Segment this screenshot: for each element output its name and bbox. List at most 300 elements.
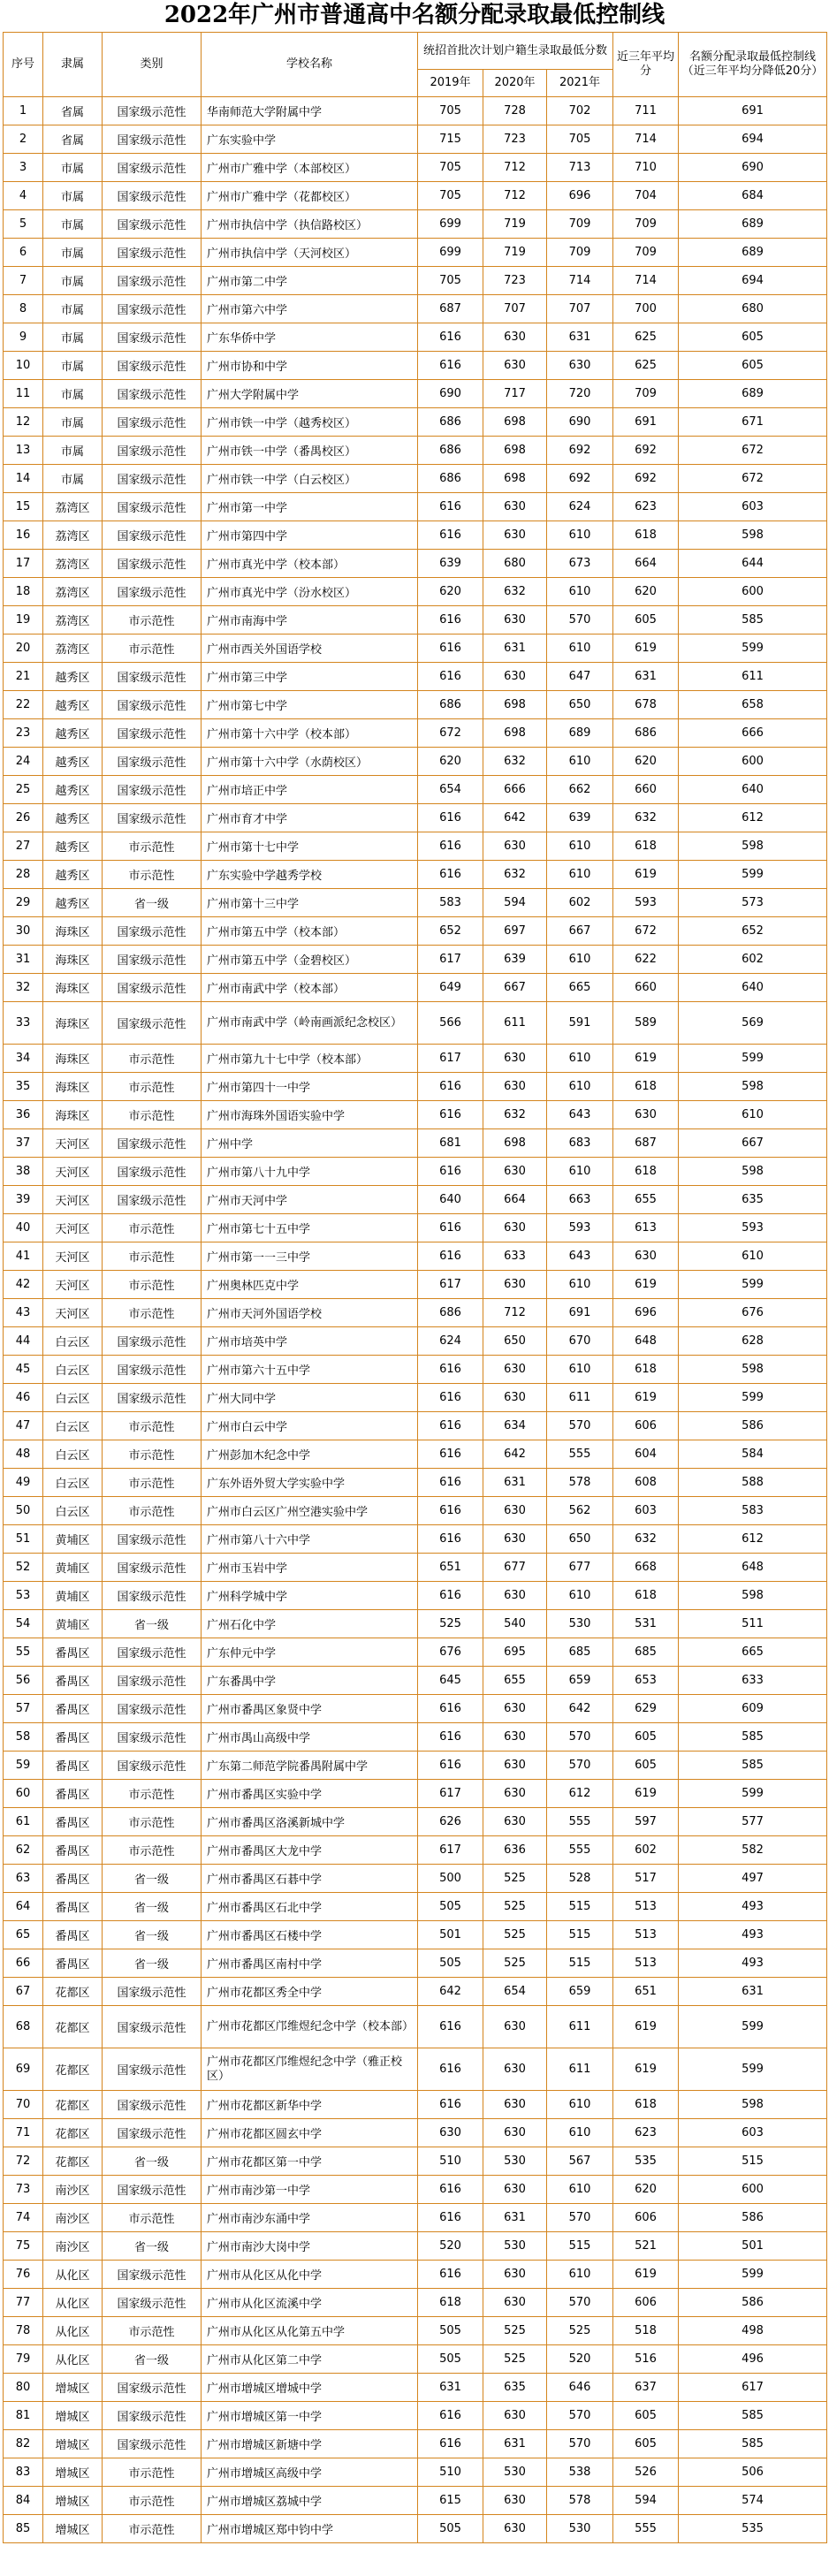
row-average: 714 [613,125,679,154]
table-row [4,2487,827,2515]
row-category: 国家级示范性 [103,408,202,437]
row-2021: 667 [547,917,613,946]
row-2021: 705 [547,125,613,154]
row-2021: 630 [547,352,613,380]
row-category: 国家级示范性 [103,691,202,719]
row-control-line: 598 [679,521,827,550]
row-2021: 610 [547,521,613,550]
row-category: 国家级示范性 [103,1695,202,1723]
row-seq: 75 [4,2232,43,2261]
row-control-line: 585 [679,606,827,635]
row-category: 市示范性 [103,1299,202,1327]
row-affiliation: 增城区 [43,2458,103,2487]
row-average: 618 [613,832,679,861]
row-control-line: 585 [679,1752,827,1780]
row-2020: 695 [483,1638,547,1667]
row-affiliation: 番禺区 [43,1752,103,1780]
row-2019: 616 [418,2430,483,2458]
row-school: 广州奥林匹克中学 [202,1271,418,1299]
row-control-line: 689 [679,239,827,267]
row-average: 613 [613,1214,679,1242]
table-row [4,437,827,465]
row-2019: 686 [418,691,483,719]
row-average: 691 [613,408,679,437]
row-average: 625 [613,352,679,380]
row-category: 国家级示范性 [103,2048,202,2091]
row-category: 市示范性 [103,1497,202,1525]
row-school: 广州市增城区增城中学 [202,2374,418,2402]
row-average: 513 [613,1893,679,1921]
row-2020: 630 [483,521,547,550]
row-2020: 525 [483,2345,547,2374]
row-average: 619 [613,2261,679,2289]
row-average: 710 [613,154,679,182]
row-seq: 66 [4,1949,43,1978]
row-control-line: 600 [679,578,827,606]
row-2021: 610 [547,1356,613,1384]
row-school: 广州市从化区从化中学 [202,2261,418,2289]
row-school: 广州市铁一中学（番禺校区） [202,437,418,465]
table-row [4,1525,827,1554]
row-affiliation: 增城区 [43,2430,103,2458]
row-seq: 45 [4,1356,43,1384]
row-seq: 16 [4,521,43,550]
table-row [4,1865,827,1893]
table-row [4,1129,827,1158]
row-2019: 505 [418,1893,483,1921]
row-average: 660 [613,776,679,804]
row-school: 广州市番禺区南村中学 [202,1949,418,1978]
row-affiliation: 越秀区 [43,748,103,776]
row-category: 国家级示范性 [103,719,202,748]
row-2019: 616 [418,804,483,832]
row-category: 国家级示范性 [103,239,202,267]
row-school: 广州市南武中学（岭南画派纪念校区） [202,1002,418,1045]
row-control-line: 684 [679,182,827,210]
row-2020: 630 [483,1582,547,1610]
row-average: 603 [613,1497,679,1525]
row-2020: 525 [483,1893,547,1921]
row-category: 国家级示范性 [103,493,202,521]
row-2021: 570 [547,2204,613,2232]
row-2020: 698 [483,1129,547,1158]
row-average: 632 [613,1525,679,1554]
row-average: 620 [613,748,679,776]
row-affiliation: 市属 [43,182,103,210]
header-row [4,33,827,70]
row-school: 广州市南沙第一中学 [202,2176,418,2204]
row-school: 广州市天河外国语学校 [202,1299,418,1327]
row-seq: 18 [4,578,43,606]
row-seq: 40 [4,1214,43,1242]
row-2021: 643 [547,1101,613,1129]
row-seq: 21 [4,663,43,691]
row-2020: 636 [483,1836,547,1865]
row-2020: 630 [483,606,547,635]
row-seq: 2 [4,125,43,154]
table-row [4,917,827,946]
table-row [4,408,827,437]
row-school: 广东番禺中学 [202,1667,418,1695]
row-seq: 32 [4,974,43,1002]
row-seq: 44 [4,1327,43,1356]
row-2019: 617 [418,1836,483,1865]
row-seq: 80 [4,2374,43,2402]
row-affiliation: 增城区 [43,2515,103,2543]
row-2019: 616 [418,1723,483,1752]
row-seq: 23 [4,719,43,748]
row-category: 国家级示范性 [103,2289,202,2317]
row-2019: 705 [418,97,483,125]
row-school: 广州市第八十六中学 [202,1525,418,1554]
row-seq: 34 [4,1045,43,1073]
table-row [4,1214,827,1242]
row-2019: 687 [418,295,483,323]
table-row [4,1242,827,1271]
table-row [4,550,827,578]
row-2019: 649 [418,974,483,1002]
row-2019: 616 [418,1469,483,1497]
row-average: 513 [613,1949,679,1978]
row-seq: 73 [4,2176,43,2204]
row-school: 广州市培英中学 [202,1327,418,1356]
table-row [4,691,827,719]
row-average: 619 [613,1271,679,1299]
row-average: 605 [613,2430,679,2458]
row-2021: 691 [547,1299,613,1327]
table-row [4,1836,827,1865]
row-category: 市示范性 [103,1808,202,1836]
row-school: 广州市第十六中学（校本部） [202,719,418,748]
row-affiliation: 荔湾区 [43,635,103,663]
row-2021: 673 [547,550,613,578]
row-2019: 510 [418,2458,483,2487]
row-2021: 555 [547,1440,613,1469]
row-2021: 650 [547,1525,613,1554]
row-2021: 611 [547,1384,613,1412]
row-affiliation: 黄埔区 [43,1525,103,1554]
row-category: 市示范性 [103,1073,202,1101]
row-affiliation: 番禺区 [43,1695,103,1723]
row-average: 620 [613,2176,679,2204]
row-affiliation: 白云区 [43,1412,103,1440]
row-2019: 676 [418,1638,483,1667]
row-average: 672 [613,917,679,946]
table-row [4,2515,827,2543]
row-category: 国家级示范性 [103,946,202,974]
row-affiliation: 海珠区 [43,1101,103,1129]
row-2021: 538 [547,2458,613,2487]
row-school: 广州市白云中学 [202,1412,418,1440]
row-control-line: 493 [679,1949,827,1978]
row-affiliation: 市属 [43,437,103,465]
row-seq: 65 [4,1921,43,1949]
row-category: 国家级示范性 [103,1554,202,1582]
row-2021: 689 [547,719,613,748]
row-school: 广州市增城区第一中学 [202,2402,418,2430]
row-2021: 631 [547,323,613,352]
row-average: 604 [613,1440,679,1469]
row-seq: 74 [4,2204,43,2232]
row-school: 广州科学城中学 [202,1582,418,1610]
row-2019: 617 [418,946,483,974]
row-2019: 652 [418,917,483,946]
table-row [4,182,827,210]
row-average: 709 [613,239,679,267]
row-2019: 630 [418,2119,483,2147]
row-school: 广州市花都区邝维煜纪念中学（校本部） [202,2006,418,2048]
row-2021: 659 [547,1978,613,2006]
row-seq: 52 [4,1554,43,1582]
row-control-line: 493 [679,1893,827,1921]
row-category: 国家级示范性 [103,182,202,210]
row-2020: 677 [483,1554,547,1582]
row-category: 市示范性 [103,1271,202,1299]
row-school: 广州市协和中学 [202,352,418,380]
row-category: 国家级示范性 [103,323,202,352]
row-average: 709 [613,210,679,239]
row-school: 广州市白云区广州空港实验中学 [202,1497,418,1525]
row-average: 630 [613,1101,679,1129]
row-school: 广州市番禺区实验中学 [202,1780,418,1808]
row-affiliation: 越秀区 [43,889,103,917]
row-average: 593 [613,889,679,917]
row-school: 广州市第六中学 [202,295,418,323]
row-2019: 616 [418,663,483,691]
row-seq: 78 [4,2317,43,2345]
row-control-line: 585 [679,2402,827,2430]
row-2019: 505 [418,2515,483,2543]
row-average: 606 [613,1412,679,1440]
row-seq: 3 [4,154,43,182]
row-2021: 692 [547,437,613,465]
row-control-line: 599 [679,1045,827,1073]
row-control-line: 672 [679,437,827,465]
row-average: 619 [613,1384,679,1412]
row-control-line: 690 [679,154,827,182]
row-2020: 630 [483,1808,547,1836]
row-seq: 69 [4,2048,43,2091]
row-2019: 617 [418,1780,483,1808]
row-average: 619 [613,635,679,663]
row-2020: 633 [483,1242,547,1271]
row-2020: 630 [483,2091,547,2119]
row-affiliation: 黄埔区 [43,1610,103,1638]
table-row [4,606,827,635]
row-2019: 616 [418,352,483,380]
row-control-line: 599 [679,1780,827,1808]
row-2021: 530 [547,2515,613,2543]
row-control-line: 496 [679,2345,827,2374]
row-affiliation: 荔湾区 [43,606,103,635]
table-row [4,380,827,408]
row-2020: 630 [483,2006,547,2048]
row-average: 589 [613,1002,679,1045]
header-category: 类别 [103,33,202,97]
row-2019: 616 [418,1158,483,1186]
row-seq: 29 [4,889,43,917]
row-school: 广州市南海中学 [202,606,418,635]
row-2020: 630 [483,2487,547,2515]
table-row [4,2458,827,2487]
row-2021: 530 [547,1610,613,1638]
row-2021: 610 [547,1158,613,1186]
row-control-line: 598 [679,2091,827,2119]
table-row [4,1638,827,1667]
table-row [4,1356,827,1384]
row-2021: 567 [547,2147,613,2176]
row-control-line: 593 [679,1214,827,1242]
row-2020: 719 [483,210,547,239]
row-school: 广州市广雅中学（花都校区） [202,182,418,210]
row-control-line: 667 [679,1129,827,1158]
row-2020: 632 [483,861,547,889]
row-2021: 643 [547,1242,613,1271]
row-affiliation: 从化区 [43,2317,103,2345]
row-2019: 705 [418,267,483,295]
row-seq: 54 [4,1610,43,1638]
row-category: 国家级示范性 [103,267,202,295]
row-school: 广州市花都区新华中学 [202,2091,418,2119]
row-control-line: 644 [679,550,827,578]
row-school: 广州市第十七中学 [202,832,418,861]
row-2020: 630 [483,832,547,861]
row-affiliation: 番禺区 [43,1836,103,1865]
row-2020: 712 [483,154,547,182]
row-affiliation: 越秀区 [43,776,103,804]
row-seq: 82 [4,2430,43,2458]
row-2020: 631 [483,2204,547,2232]
row-2020: 630 [483,352,547,380]
row-affiliation: 市属 [43,154,103,182]
row-control-line: 588 [679,1469,827,1497]
table-row [4,1186,827,1214]
row-2019: 505 [418,1949,483,1978]
row-2020: 630 [483,2289,547,2317]
table-row [4,748,827,776]
row-control-line: 652 [679,917,827,946]
row-school: 广州大学附属中学 [202,380,418,408]
row-2020: 630 [483,1723,547,1752]
table-row [4,352,827,380]
row-2021: 570 [547,1723,613,1752]
row-2021: 525 [547,2317,613,2345]
row-affiliation: 白云区 [43,1356,103,1384]
row-category: 市示范性 [103,2317,202,2345]
row-control-line: 694 [679,125,827,154]
row-average: 516 [613,2345,679,2374]
row-category: 省一级 [103,1949,202,1978]
row-school: 广州市番禺区石北中学 [202,1893,418,1921]
row-seq: 25 [4,776,43,804]
row-control-line: 498 [679,2317,827,2345]
row-2019: 617 [418,1271,483,1299]
row-2021: 610 [547,1582,613,1610]
table-row [4,154,827,182]
row-seq: 33 [4,1002,43,1045]
row-category: 国家级示范性 [103,1158,202,1186]
row-seq: 72 [4,2147,43,2176]
row-seq: 43 [4,1299,43,1327]
row-school: 广州市第一一三中学 [202,1242,418,1271]
table-row [4,2147,827,2176]
row-seq: 76 [4,2261,43,2289]
row-category: 国家级示范性 [103,380,202,408]
row-2020: 630 [483,1045,547,1073]
row-2020: 632 [483,578,547,606]
row-2021: 610 [547,748,613,776]
row-affiliation: 番禺区 [43,1723,103,1752]
row-average: 619 [613,861,679,889]
row-category: 国家级示范性 [103,804,202,832]
row-2020: 712 [483,182,547,210]
row-control-line: 599 [679,2048,827,2091]
row-affiliation: 番禺区 [43,1808,103,1836]
row-2021: 713 [547,154,613,182]
row-2020: 719 [483,239,547,267]
row-category: 国家级示范性 [103,2091,202,2119]
row-affiliation: 越秀区 [43,663,103,691]
table-row [4,1412,827,1440]
row-affiliation: 增城区 [43,2374,103,2402]
row-average: 685 [613,1638,679,1667]
row-2020: 698 [483,437,547,465]
row-2019: 639 [418,550,483,578]
table-row [4,1158,827,1186]
row-affiliation: 从化区 [43,2345,103,2374]
row-2020: 630 [483,2515,547,2543]
table-row [4,1893,827,1921]
row-affiliation: 天河区 [43,1186,103,1214]
row-average: 668 [613,1554,679,1582]
row-school: 广州市第二中学 [202,267,418,295]
row-category: 国家级示范性 [103,2374,202,2402]
row-school: 广州市增城区新塘中学 [202,2430,418,2458]
row-average: 605 [613,606,679,635]
row-2019: 616 [418,635,483,663]
row-average: 606 [613,2289,679,2317]
row-affiliation: 省属 [43,97,103,125]
row-2021: 714 [547,267,613,295]
row-school: 广州市执信中学（执信路校区） [202,210,418,239]
row-school: 广东华侨中学 [202,323,418,352]
row-affiliation: 越秀区 [43,719,103,748]
row-average: 637 [613,2374,679,2402]
page-title: 2022年广州市普通高中名额分配录取最低控制线 [164,2,665,28]
row-average: 618 [613,2091,679,2119]
row-affiliation: 番禺区 [43,1780,103,1808]
table-row [4,1440,827,1469]
row-category: 国家级示范性 [103,125,202,154]
row-control-line: 612 [679,1525,827,1554]
row-control-line: 506 [679,2458,827,2487]
row-affiliation: 海珠区 [43,1045,103,1073]
row-control-line: 605 [679,323,827,352]
row-2020: 630 [483,663,547,691]
row-category: 省一级 [103,1921,202,1949]
row-average: 709 [613,380,679,408]
row-control-line: 598 [679,832,827,861]
row-2020: 639 [483,946,547,974]
row-affiliation: 市属 [43,380,103,408]
row-school: 广州市番禺区洛溪新城中学 [202,1808,418,1836]
row-seq: 53 [4,1582,43,1610]
row-control-line: 574 [679,2487,827,2515]
row-seq: 6 [4,239,43,267]
row-control-line: 617 [679,2374,827,2402]
table-row [4,1978,827,2006]
row-seq: 62 [4,1836,43,1865]
